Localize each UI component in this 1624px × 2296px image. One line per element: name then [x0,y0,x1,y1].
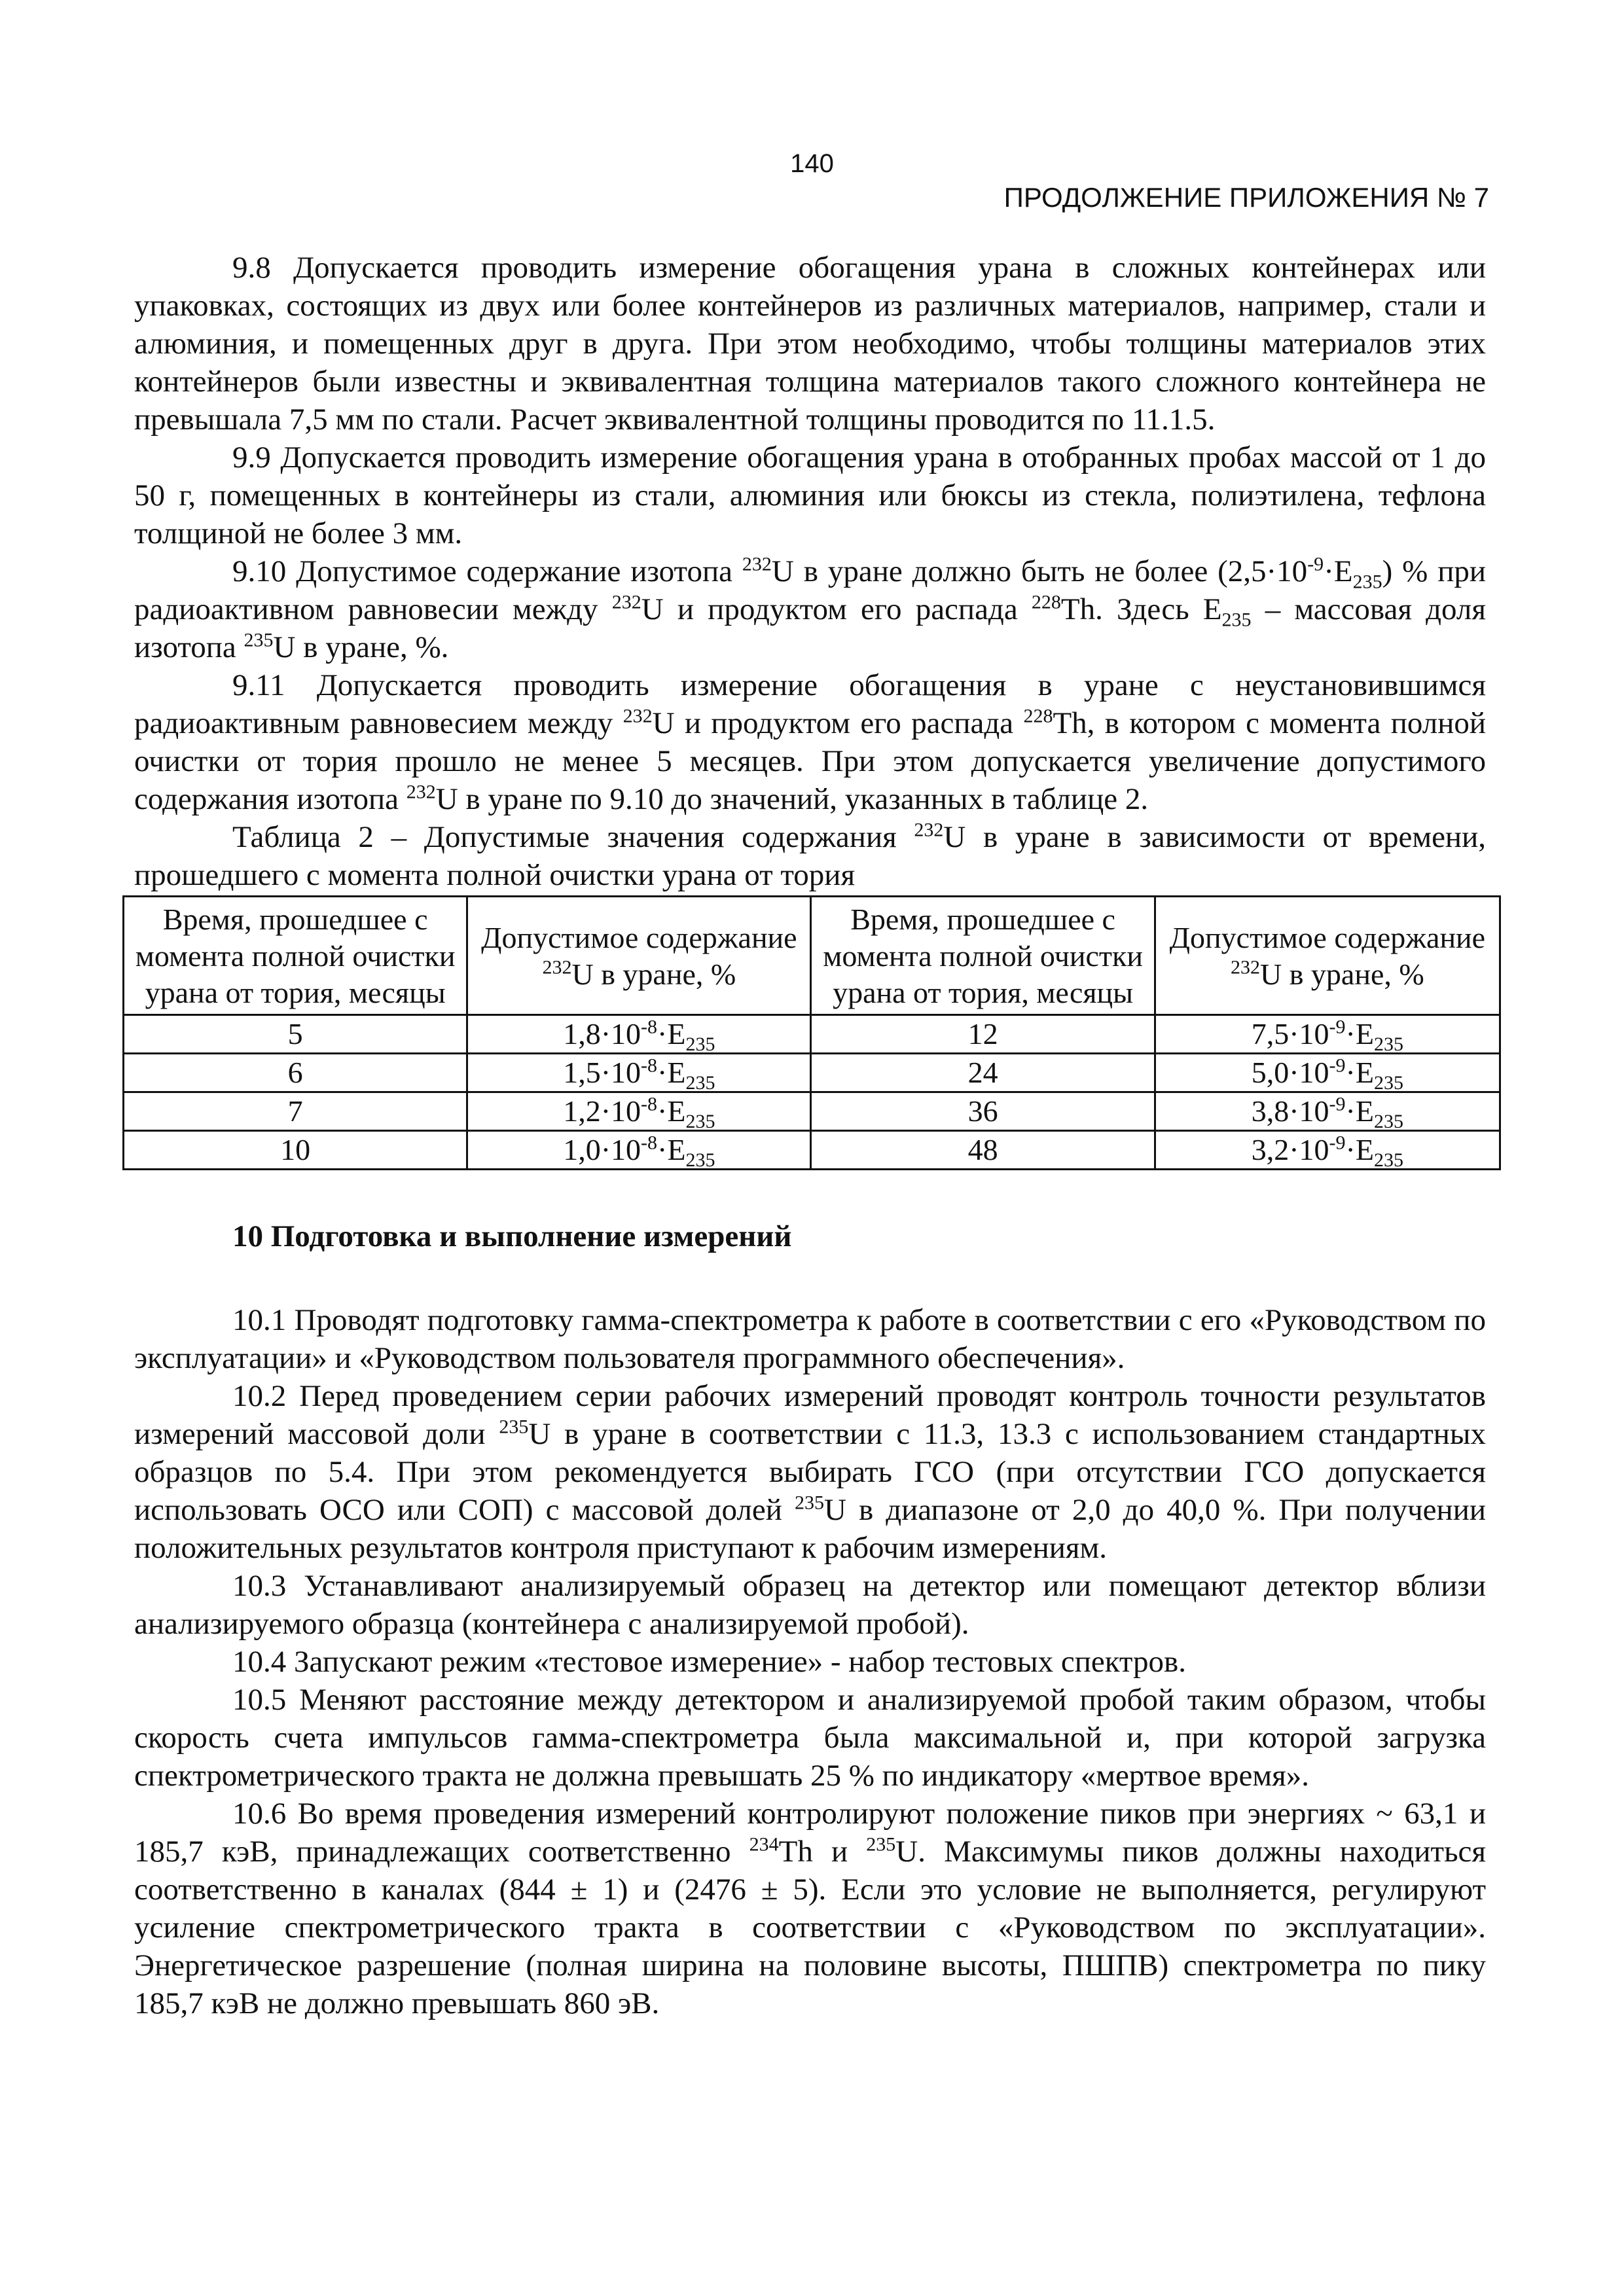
subscript: 235 [685,1072,715,1094]
superscript: 232 [742,553,772,575]
subscript: 235 [1373,1149,1403,1172]
superscript: -9 [1329,1093,1346,1115]
superscript: 235 [499,1416,529,1438]
text-run: U в уране, % [1259,958,1424,991]
subscript: 235 [1373,1072,1403,1094]
superscript: 235 [794,1492,824,1514]
page-number: 140 [790,149,834,178]
table-row [124,1131,1500,1170]
paragraph-10-4: 10.4 Запускают режим «тестовое измерение» - набор тестовых спектров. [232,1645,1186,1679]
text-run: ·E [657,1056,686,1089]
cell-content [467,1092,811,1131]
paragraph-10-5: 10.5 Меняют расстояние между детектором и анализируемой пробой таким образом, чтобы скорость счета импульсов гамма-спектрометра была максимальной и, при которой загрузка спектрометрического тракта не должна превышать 25 % по индикатору «мертвое время». [134,1683,1486,1793]
cell-content [1155,1015,1500,1054]
text-run: Допустимое содержание [1169,921,1486,954]
text-run: U в уране, % [571,958,736,991]
paragraph-9-8: 9.8 Допускается проводить измерение обогащения урана в сложных контейнерах или упаковках, состоящих из двух или более контейнеров из различных материалов, например, стали и алюминия, и помещенных друг в друга. При этом необходимо, чтобы толщины материалов этих контейнеров были известны и эквивалентная толщина материалов такого сложного контейнера не превышала 7,5 мм по стали. Расчет эквивалентной толщины проводится по 11.1.5. [134,251,1486,437]
cell-time: 7 [124,1092,467,1131]
superscript: 232 [1230,956,1260,978]
subscript: 235 [1352,571,1382,593]
text-run: Th. Здесь E [1060,592,1222,626]
cell-time: 12 [811,1015,1155,1054]
text-run: 10.6 Во время проведения измерений контролируют положение пиков при энергиях ~ 63,1 и 185,7 кэВ, принадлежащих соответственно [134,1797,1486,1869]
table-header-row [124,897,1500,1015]
text-run: – массовая доля изотопа [134,592,1486,664]
text-run: Таблица 2 – Допустимые значения содержания [232,820,914,854]
cell-time: 5 [124,1015,467,1054]
header-time-1: Время, прошедшее с момента полной очистки урана от тория, месяцы [124,897,467,1015]
text-run: Th, в котором с момента полной очистки от тория прошло не менее 5 месяцев. При этом допускается увеличение допустимого содержания изотопа [134,706,1486,816]
header-time-2: Время, прошедшее с момента полной очистки урана от тория, месяцы [811,897,1155,1015]
superscript: -9 [1329,1016,1346,1038]
superscript: 228 [1023,705,1053,727]
superscript: -8 [641,1016,658,1038]
cell-time: 48 [811,1131,1155,1170]
text-run: U в уране в зависимости от времени, прошедшего с момента полной очистки урана от тория [134,820,1486,892]
paragraph-10-6 [134,1795,1486,2022]
superscript: 232 [914,819,944,841]
cell-content [467,1054,811,1092]
superscript: 235 [866,1833,896,1856]
text-run: ·E [657,1094,686,1128]
text-run: 3,2·10 [1251,1133,1329,1166]
text-run: U в уране по 9.10 до значений, указанных в таблице 2. [435,782,1149,816]
paragraph-10-3: 10.3 Устанавливают анализируемый образец на детектор или помещают детектор вблизи анализируемого образца (контейнера с анализируемой пробой). [134,1569,1486,1641]
superscript: 235 [244,629,274,651]
superscript: -9 [1329,1132,1346,1154]
cell-time: 6 [124,1054,467,1092]
paragraph-9-9: 9.9 Допускается проводить измерение обогащения урана в отобранных пробах массой от 1 до 50 г, помещенных в контейнеры из стали, алюминия или бюксы из стекла, полиэтилена, тефлона толщиной не более 3 мм. [134,440,1486,550]
subscript: 235 [1221,609,1252,631]
text-run: U в диапазоне от 2,0 до 40,0 %. При получении положительных результатов контроля приступают к рабочим измерениям. [134,1493,1487,1565]
superscript: -8 [641,1132,658,1154]
text-run: 3,8·10 [1251,1094,1329,1128]
subscript: 235 [685,1033,715,1056]
superscript: 232 [623,705,653,727]
superscript: -9 [1329,1054,1346,1077]
paragraph-9-10 [134,552,1486,666]
text-run: U и продуктом его распада [641,592,1032,626]
text-run: 5,0·10 [1251,1056,1329,1089]
text-run: U в уране, %. [273,630,449,664]
text-run: U в уране должно быть не более (2,5·10 [771,554,1308,588]
text-run: ·E [657,1017,686,1050]
cell-time: 36 [811,1092,1155,1131]
cell-content [467,1015,811,1054]
cell-content [467,1131,811,1170]
subscript: 235 [685,1149,715,1172]
superscript: 232 [542,956,572,978]
text-run: 10.2 Перед проведением серии рабочих измерений проводят контроль точности результатов измерений массовой доли [134,1379,1486,1451]
text-run: 9.10 Допустимое содержание изотопа [232,554,742,588]
text-run: ·E [657,1133,686,1166]
superscript: 232 [611,591,641,613]
paragraph-10-2 [134,1377,1486,1567]
table-row [124,1092,1500,1131]
table-row [124,1015,1500,1054]
text-run: 1,2·10 [563,1094,641,1128]
text-run: ·E [1345,1094,1374,1128]
cell-time: 24 [811,1054,1155,1092]
text-run: 7,5·10 [1251,1017,1329,1050]
table-caption [134,818,1486,894]
cell-content [1155,1092,1500,1131]
text-run: ·E [1345,1133,1374,1166]
table-row [124,1054,1500,1092]
subscript: 235 [1373,1033,1403,1056]
text-run: 1,0·10 [563,1133,641,1166]
text-run: U в уране в соответствии с 11.3, 13.3 с использованием стандартных образцов по 5.4. При этом рекомендуется выбирать ГСО (при отсутствии ГСО допускается использовать ОСО или СОП) с массовой долей [134,1417,1486,1527]
text-run: U и продуктом его распада [652,706,1024,740]
running-header: ПРОДОЛЖЕНИЕ ПРИЛОЖЕНИЯ № 7 [1003,182,1489,213]
cell-content [1155,1054,1500,1092]
text-run: ) % при радиоактивном равновесии между [134,554,1486,626]
text-run: 1,8·10 [563,1017,641,1050]
text-run: 1,5·10 [563,1056,641,1089]
table-2 [122,895,1501,1170]
text-run: ·E [1324,554,1353,588]
paragraph-10-1: 10.1 Проводят подготовку гамма-спектрометра к работе в соответствии с его «Руководством по эксплуатации» и «Руководством пользователя программного обеспечения». [134,1303,1486,1375]
header-content-2 [1155,897,1500,1015]
paragraph-9-11 [134,666,1486,818]
subscript: 235 [685,1111,715,1133]
section-10-heading: 10 Подготовка и выполнение измерений [232,1219,792,1253]
cell-time: 10 [124,1131,467,1170]
text-run: ·E [1345,1017,1374,1050]
superscript: 234 [749,1833,779,1856]
superscript: 228 [1031,591,1061,613]
superscript: -9 [1307,553,1324,575]
document-body [134,249,1486,2022]
text-run: Th и [778,1835,867,1869]
superscript: -8 [641,1093,658,1115]
text-run: U. Максимумы пиков должны находиться соответственно в каналах (844 ± 1) и (2476 ± 5). Если это условие не выполняется, регулируют усиление спектрометрического тракта в соответствии с «Руководством по эксплуатации». Энергетическое разрешение (полная ширина на половине высоты, ПШПВ) спектрометра по пику 185,7 кэВ не должно превышать 860 эВ. [134,1835,1486,2020]
superscript: 232 [406,781,436,803]
text-run: Допустимое содержание [481,921,797,954]
subscript: 235 [1373,1111,1403,1133]
superscript: -8 [641,1054,658,1077]
cell-content [1155,1131,1500,1170]
text-run: 9.11 Допускается проводить измерение обогащения в уране с неустановившимся радиоактивным равновесием между [134,668,1486,740]
text-run: ·E [1345,1056,1374,1089]
header-content-1 [467,897,811,1015]
